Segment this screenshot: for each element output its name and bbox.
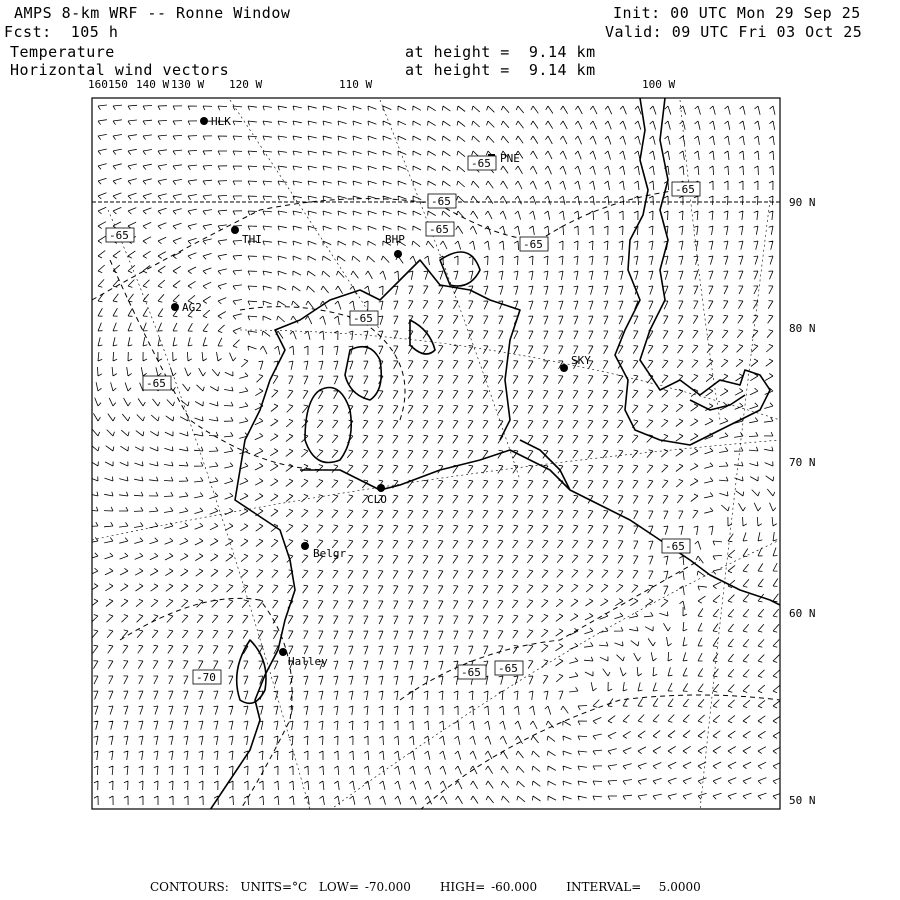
svg-text:-65: -65 <box>461 666 481 679</box>
lat-label-80n: 80 N <box>789 322 816 335</box>
station-thi-marker <box>231 226 239 234</box>
field2-name: Horizontal wind vectors <box>10 61 230 79</box>
svg-text:-65: -65 <box>429 223 449 236</box>
korff-ice-rise <box>345 347 381 400</box>
svg-text:-65: -65 <box>353 312 373 325</box>
svg-text:-65: -65 <box>431 195 451 208</box>
station-label-thi: THI <box>242 233 262 246</box>
station-markers <box>171 117 568 656</box>
halley-inlet <box>237 640 266 703</box>
svg-text:-65: -65 <box>675 183 695 196</box>
station-label-belgr: Belgr <box>313 547 347 560</box>
station-sky-marker <box>560 364 568 372</box>
lon-label-160: 160 <box>88 78 108 91</box>
contour-label-box <box>428 194 456 208</box>
contour-label-box <box>106 228 134 242</box>
wind-vector-field <box>89 105 782 805</box>
svg-text:-65: -65 <box>523 238 543 251</box>
svg-text:-65: -65 <box>665 540 685 553</box>
field1-height: at height = 9.14 km <box>405 43 596 61</box>
station-halley-marker <box>279 648 287 656</box>
lat-label-60n: 60 N <box>789 607 816 620</box>
contour-label-box <box>350 311 378 325</box>
berkner-island <box>305 388 351 463</box>
lon-line-120w <box>230 100 380 330</box>
forecast-hour: Fcst: 105 h <box>4 23 119 41</box>
svg-text:-65: -65 <box>109 229 129 242</box>
contour-legend: CONTOURS: UNITS=°C LOW= -70.000 HIGH= -60.000 INTERVAL= 5.0000 <box>150 880 701 894</box>
wind-barbs <box>89 105 782 805</box>
map-title: AMPS 8-km WRF -- Ronne Window <box>14 4 291 22</box>
contour-label-box <box>495 661 523 675</box>
contour-65-west <box>110 260 330 470</box>
contour-label-box <box>520 237 548 251</box>
lon-line-100w <box>680 100 720 420</box>
inner-coast-e <box>690 395 745 410</box>
station-label-pne: PNE <box>500 152 520 165</box>
contour-label-box <box>468 156 496 170</box>
station-belgr-marker <box>301 542 309 550</box>
contour-label-box <box>458 665 486 679</box>
lon-label-150: 150 <box>108 78 128 91</box>
svg-text:-65: -65 <box>471 157 491 170</box>
valid-time: Valid: 09 UTC Fri 03 Oct 25 <box>605 23 863 41</box>
station-label-ag2: AG2 <box>182 301 202 314</box>
field1-name: Temperature <box>10 43 115 61</box>
station-label-halley: Halley <box>288 655 328 668</box>
contour-label-box <box>193 670 221 684</box>
contour-65-south <box>400 560 700 700</box>
station-label-clo: CLO <box>367 493 387 506</box>
station-ag2-marker <box>171 303 179 311</box>
svg-text:-65: -65 <box>146 377 166 390</box>
lon-label-140w: 140 W <box>136 78 170 91</box>
station-label-sky: SKY <box>571 354 591 367</box>
contour-70-sw <box>120 598 292 810</box>
lon-label-110w: 110 W <box>339 78 373 91</box>
contour-label-box <box>143 376 171 390</box>
contour-label-box <box>662 539 690 553</box>
contour-label-box <box>426 222 454 236</box>
station-hlk-marker <box>200 117 208 125</box>
coastlines <box>210 98 780 810</box>
svg-text:-65: -65 <box>498 662 518 675</box>
station-clo-marker <box>377 484 385 492</box>
init-time: Init: 00 UTC Mon 29 Sep 25 <box>613 4 861 22</box>
small-ice-rise <box>440 252 480 286</box>
lon-label-100w: 100 W <box>642 78 676 91</box>
station-bhp-marker <box>394 250 402 258</box>
lat-label-90n: 90 N <box>789 196 816 209</box>
station-label-hlk: HLK <box>211 115 231 128</box>
lon-label-130w: 130 W <box>171 78 205 91</box>
lon-line-150 <box>108 210 310 810</box>
lat-label-70n: 70 N <box>789 456 816 469</box>
lat-line-70n <box>92 440 780 540</box>
station-label-bhp: BHP <box>385 233 405 246</box>
ronne-filchner-shelf-coast <box>210 260 520 810</box>
grounding-line <box>300 450 780 605</box>
field2-height: at height = 9.14 km <box>405 61 596 79</box>
lat-label-50n: 50 N <box>789 794 816 807</box>
henry-ice-rise <box>410 320 435 354</box>
lon-label-120w: 120 W <box>229 78 263 91</box>
temperature-contours <box>92 190 780 810</box>
lon-line-110w <box>380 100 520 480</box>
svg-text:-70: -70 <box>196 671 216 684</box>
contour-label-box <box>672 182 700 196</box>
